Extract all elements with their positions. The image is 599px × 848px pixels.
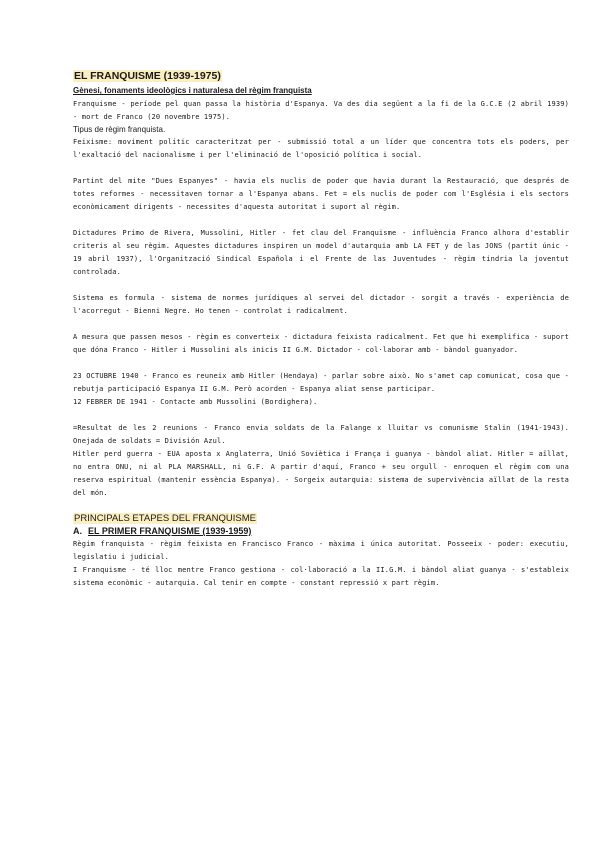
- paragraph-primer-franquisme: I Franquisme - té lloc mentre Franco gestiona - col·laboració a la II.G.M. i bàndol aliat guanya - s'estableix sistema econòmic - autarquia. Cal tenir en compte - constant repressió x part règim.: [73, 566, 569, 587]
- document-title: [73, 70, 569, 82]
- title-highlight: EL FRANQUISME (1939-1975): [74, 70, 221, 82]
- paragraph-franquisme: Franquisme - període pel quan passa la història d'Espanya. Va des dia següent a la fi de la G.C.E (2 abril 1939) - mort de Franco (20 novembre 1975).: [73, 100, 569, 121]
- paragraph-feixisme: Feixisme: moviment polític caracteritzat per - submissió total a un líder que concentra tots els poders, per l'exaltació del nacionalisme i per l'eliminació de l'oposició política i social.: [73, 138, 569, 159]
- paragraph-resultat: =Resultat de les 2 reunions - Franco envia soldats de la Falange x lluitar vs comunisme Stalin (1941-1943). Onejada de soldats = División Azul.: [73, 424, 569, 445]
- section-title: [73, 513, 569, 524]
- paragraph-dictadures: Dictadures Primo de Rivera, Mussolini, Hitler - fet clau del Franquisme - influència Franco alhora d'establir criteris al seu règim. Aquestes dictadures inspiren un model d'autarquia amb LA FET y de las JONS (partit únic - 19 abril 1937), l'Organització Sindical Española i el Frente de las Juventudes - règim tindria la joventut controlada.: [73, 229, 569, 276]
- subsection-a: [73, 526, 569, 536]
- subsection-letter: A.: [73, 526, 82, 536]
- paragraph-sistema: Sistema es formula - sistema de normes jurídiques al servei del dictador - sorgit a través - experiència de l'acorregut - Bienni Negre. Ho tenen - controlat i radicalment.: [73, 294, 569, 315]
- paragraph-hendaya: 23 OCTUBRE 1940 - Franco es reuneix amb Hitler (Hendaya) - parlar sobre això. No s'amet cap comunicat, cosa que - rebutja participació Espanya II G.M. Però acorden - Espanya aliat sense participar.: [73, 372, 569, 393]
- section-highlight: PRINCIPALS ETAPES DEL FRANQUISME: [74, 513, 256, 524]
- paragraph-hitler: Hitler perd guerra - EUA aposta x Anglaterra, Unió Soviètica i França i guanya - bàndol aliat. Hitler = aïllat, no entra ONU, ni al PLA MARSHALL, ni G.F. A partir d'aquí, Franco + seu orgull - enroquen el règim com una reserva espiritual (mantenir essència Espanya). - Sorgeix autarquia: sistema de supervivència aïllat de la resta del món.: [73, 450, 569, 497]
- paragraph-mesura: A mesura que passen mesos - règim es converteix - dictadura feixista radicalment. Fet que hi exemplifica - suport que dóna Franco - Hitler i Mussolini als inicis II G.M. Dictador - col·laborar amb - bàndol guanyador.: [73, 333, 569, 354]
- subtitle: Gènesi, fonaments ideològics i naturalesa del règim franquista: [73, 86, 312, 95]
- paragraph-regim: Règim franquista - règim feixista en Francisco Franco - màxima i única autoritat. Posseeix - poder: executiu, legislatiu i judicial.: [73, 540, 569, 561]
- paragraph-bordighera: 12 FEBRER DE 1941 - Contacte amb Mussolini (Bordighera).: [73, 398, 318, 406]
- tipus-line: Tipus de règim franquista.: [73, 125, 166, 134]
- subsection-title: EL PRIMER FRANQUISME (1939-1959): [88, 526, 252, 536]
- paragraph-dues-espanyes: Partint del mite "Dues Espanyes" - havia els nuclis de poder que havia durant la Restauració, que després de totes reformes - necessitaven tornar a l'Espanya abans. Fet = els nuclis de poder com l'Església i els sectors econòmicament dirigents - necessites d'aquesta autoritat i suport al règim.: [73, 177, 569, 211]
